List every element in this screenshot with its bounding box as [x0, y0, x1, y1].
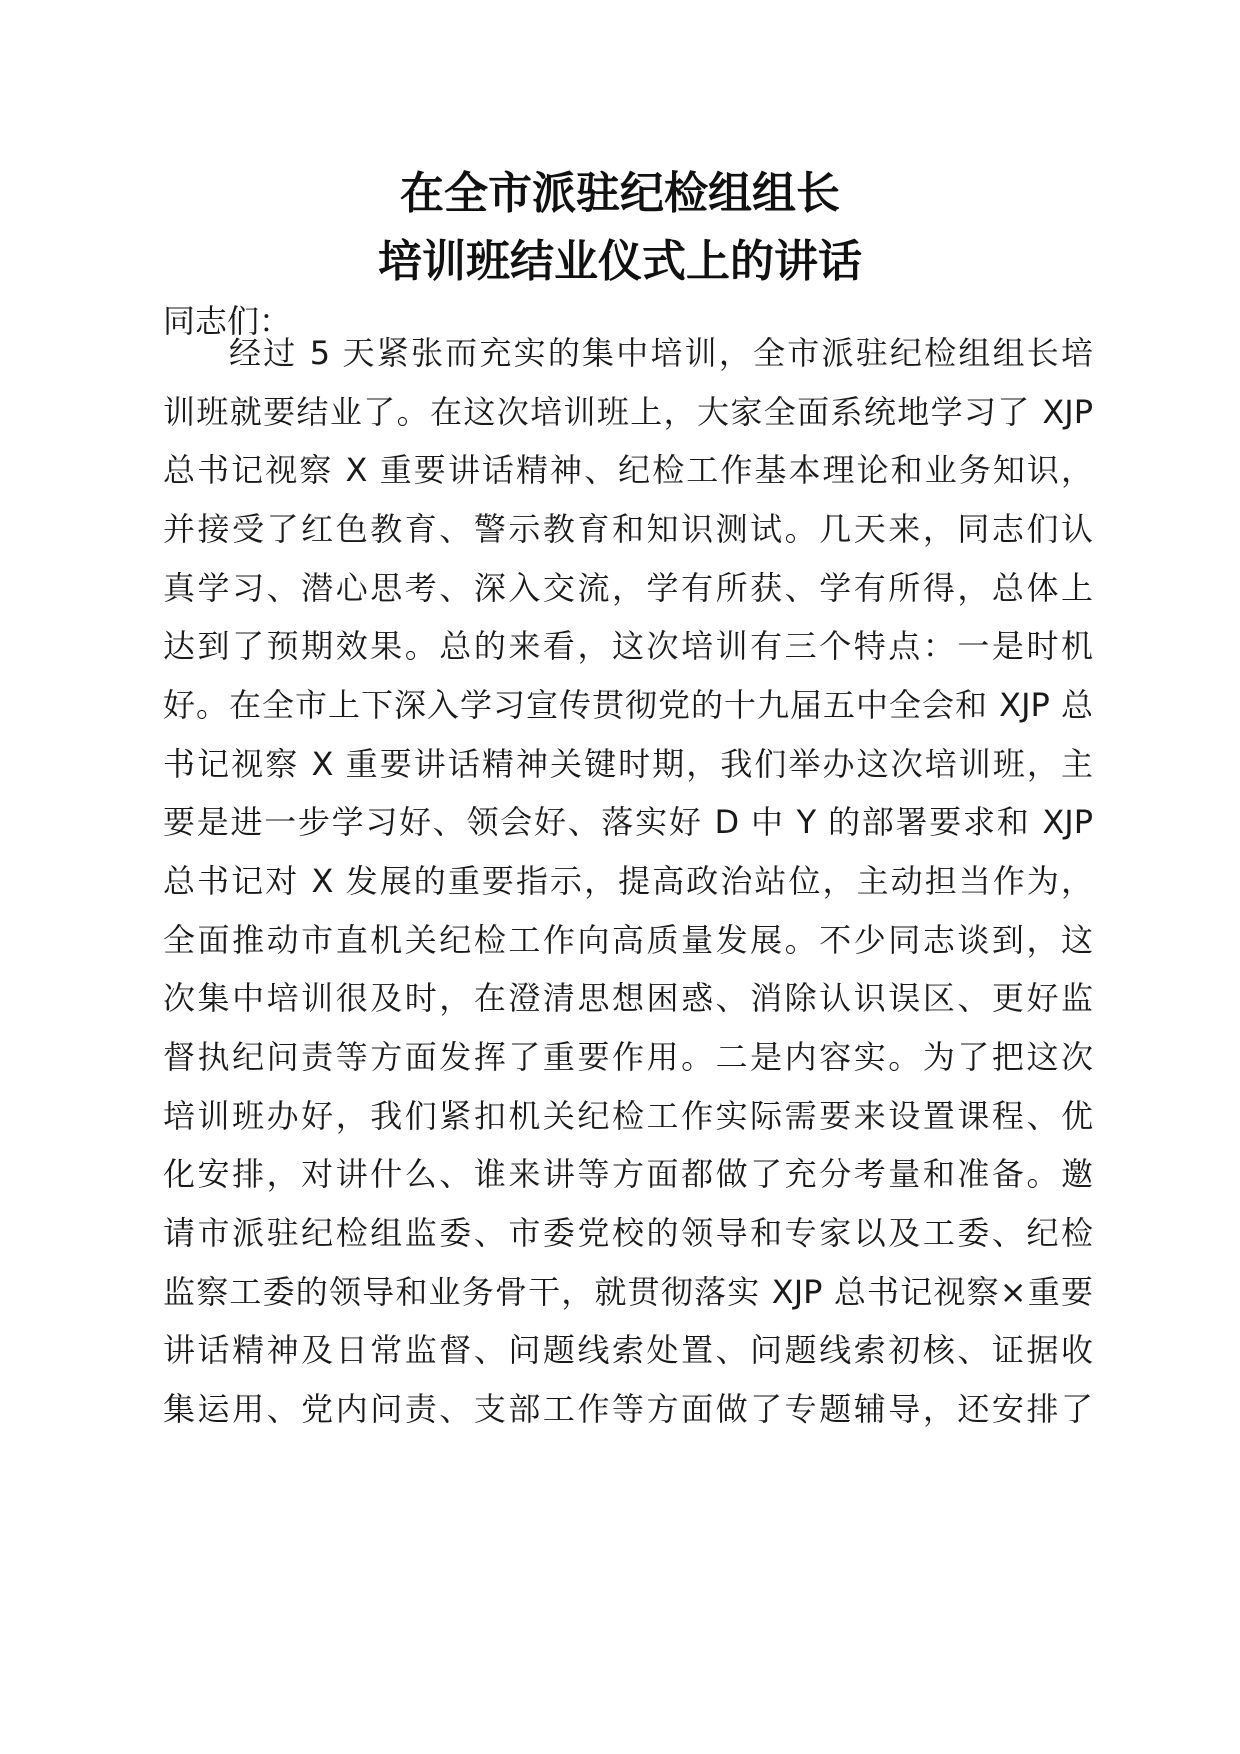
body-line: 总书记视察 X 重要讲话精神、纪检工作基本理论和业务知识，: [163, 451, 1093, 489]
body-line: 次集中培训很及时，在澄清思想困惑、消除认识误区、更好监: [163, 979, 1093, 1017]
body-line: 集运用、党内问责、支部工作等方面做了专题辅导，还安排了: [163, 1390, 1093, 1428]
body-line: 培训班办好，我们紧扣机关纪检工作实际需要来设置课程、优: [163, 1097, 1093, 1135]
body-line: 达到了预期效果。总的来看，这次培训有三个特点：一是时机: [163, 627, 1093, 665]
document-title-line-2: 培训班结业仪式上的讲话: [378, 236, 862, 287]
body-line: 化安排，对讲什么、谁来讲等方面都做了充分考量和准备。邀: [163, 1155, 1093, 1193]
document-title-line-1: 在全市派驻纪检组组长: [400, 168, 840, 219]
body-line: 全面推动市直机关纪检工作向高质量发展。不少同志谈到，这: [163, 921, 1093, 959]
body-line: 经过 5 天紧张而充实的集中培训，全市派驻纪检组组长培: [229, 334, 1093, 372]
body-line: 好。在全市上下深入学习宣传贯彻党的十九届五中全会和 XJP 总: [163, 686, 1093, 724]
body-line: 讲话精神及日常监督、问题线索处置、问题线索初核、证据收: [163, 1331, 1093, 1369]
body-line: 书记视察 X 重要讲话精神关键时期，我们举办这次培训班，主: [163, 745, 1093, 783]
salutation: 同志们：: [163, 302, 292, 340]
body-line: 监察工委的领导和业务骨干，就贯彻落实 XJP 总书记视察×重要: [163, 1273, 1093, 1311]
body-line: 要是进一步学习好、领会好、落实好 D 中 Y 的部署要求和 XJP: [163, 803, 1093, 841]
body-line: 真学习、潜心思考、深入交流，学有所获、学有所得，总体上: [163, 569, 1093, 607]
body-line: 请市派驻纪检组监委、市委党校的领导和专家以及工委、纪检: [163, 1214, 1093, 1252]
body-line: 督执纪问责等方面发挥了重要作用。二是内容实。为了把这次: [163, 1038, 1093, 1076]
body-line: 并接受了红色教育、警示教育和知识测试。几天来，同志们认: [163, 510, 1093, 548]
body-line: 训班就要结业了。在这次培训班上，大家全面系统地学习了 XJP: [163, 393, 1093, 431]
body-line: 总书记对 X 发展的重要指示，提高政治站位，主动担当作为，: [163, 862, 1093, 900]
